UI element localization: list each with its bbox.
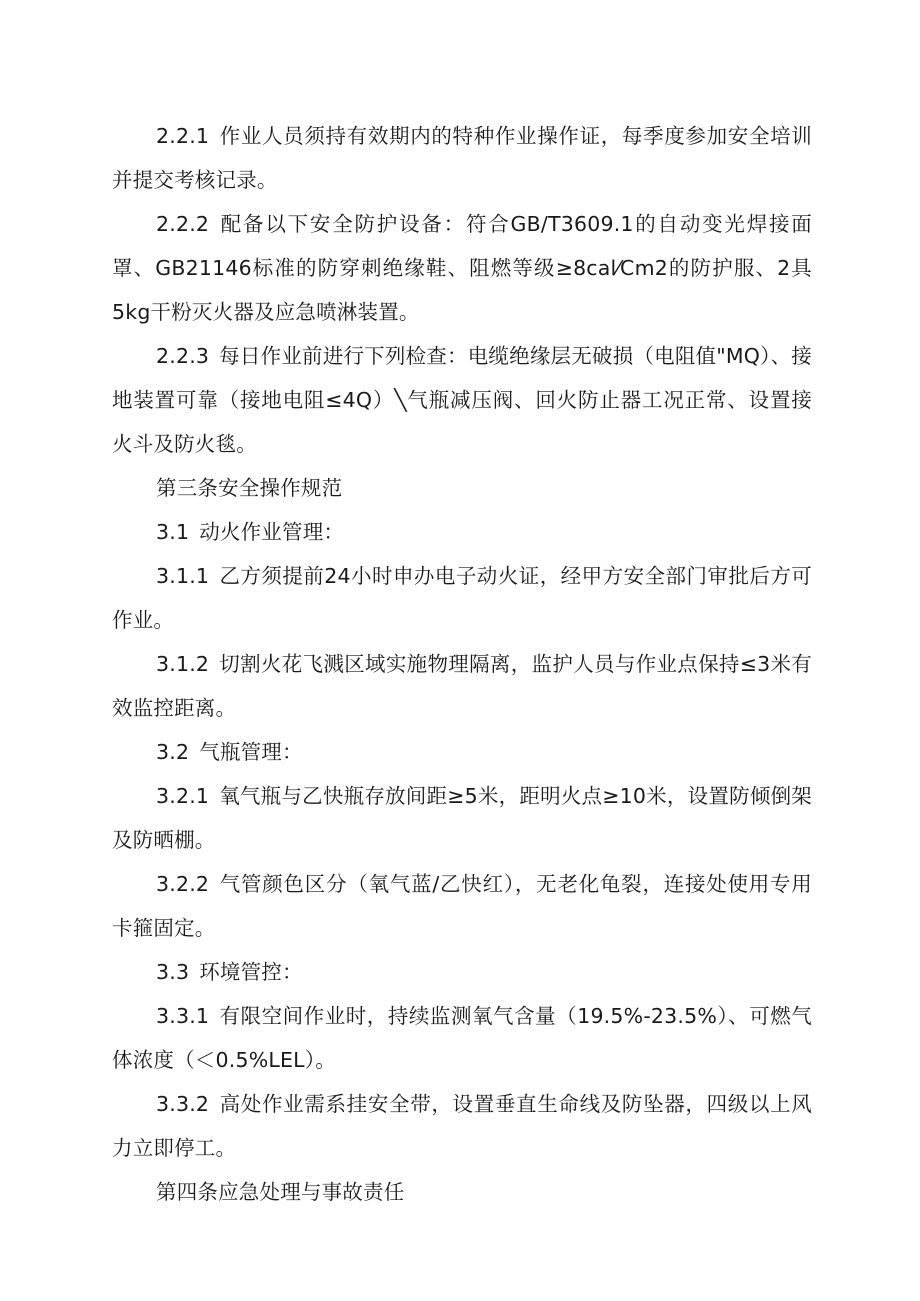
clause-text: 配备以下安全防护设备：符合GB/T3609.1的自动变光焊接面罩、GB21146标准的防穿刺绝缘鞋、阻燃等级≥8cal⁄Cm2的防护服、2具5kg干粉灭火器及应急喷淋装置。: [112, 212, 812, 324]
clause-2-2-3: [112, 334, 812, 466]
clause-3-1-2: [112, 642, 812, 730]
clause-text: 高处作业需系挂安全带，设置垂直生命线及防坠器，四级以上风力立即停工。: [112, 1092, 812, 1160]
clause-number: 3.2.1: [156, 784, 210, 808]
clause-text: 乙方须提前24小时申办电子动火证，经甲方安全部门审批后方可作业。: [112, 564, 812, 632]
clause-text: 有限空间作业时，持续监测氧气含量（19.5%-23.5%）、可燃气体浓度（＜0.5%LEL）。: [112, 1004, 812, 1072]
clause-2-2-2: [112, 202, 812, 334]
clause-number: 3.3.1: [156, 1004, 210, 1028]
clause-2-2-1: [112, 114, 812, 202]
clause-number: 2.2.1: [156, 124, 210, 148]
clause-text: 气瓶管理：: [199, 740, 303, 764]
clause-3-3: [112, 950, 812, 994]
clause-3-2: [112, 730, 812, 774]
clause-3-1: [112, 510, 812, 554]
heading-text: 第四条应急处理与事故责任: [156, 1180, 405, 1204]
clause-text: 环境管控：: [199, 960, 303, 984]
clause-3-2-1: [112, 774, 812, 862]
clause-text: 氧气瓶与乙快瓶存放间距≥5米，距明火点≥10米，设置防倾倒架及防晒棚。: [112, 784, 812, 852]
clause-number: 3.1.2: [156, 652, 210, 676]
clause-number: 3.1: [156, 520, 190, 544]
clause-number: 3.3.2: [156, 1092, 210, 1116]
clause-number: 2.2.2: [156, 212, 210, 236]
clause-3-3-2: [112, 1082, 812, 1170]
clause-3-2-2: [112, 862, 812, 950]
clause-text: 气管颜色区分（氧气蓝/乙快红），无老化龟裂，连接处使用专用卡箍固定。: [112, 872, 812, 940]
clause-3-3-1: [112, 994, 812, 1082]
clause-number: 2.2.3: [156, 344, 210, 368]
clause-3-1-1: [112, 554, 812, 642]
clause-number: 3.2: [156, 740, 190, 764]
article-4-heading: [112, 1170, 812, 1214]
clause-text: 每日作业前进行下列检查：电缆绝缘层无破损（电阻值"MQ）、接地装置可靠（接地电阻≤4Q）╲气瓶减压阀、回火防止器工况正常、设置接火斗及防火毯。: [112, 344, 812, 456]
clause-number: 3.3: [156, 960, 190, 984]
clause-text: 动火作业管理：: [199, 520, 345, 544]
clause-number: 3.2.2: [156, 872, 210, 896]
heading-text: 第三条安全操作规范: [156, 476, 343, 500]
clause-number: 3.1.1: [156, 564, 210, 588]
article-3-heading: [112, 466, 812, 510]
clause-text: 作业人员须持有效期内的特种作业操作证，每季度参加安全培训并提交考核记录。: [112, 124, 812, 192]
clause-text: 切割火花飞溅区域实施物理隔离，监护人员与作业点保持≤3米有效监控距离。: [112, 652, 812, 720]
